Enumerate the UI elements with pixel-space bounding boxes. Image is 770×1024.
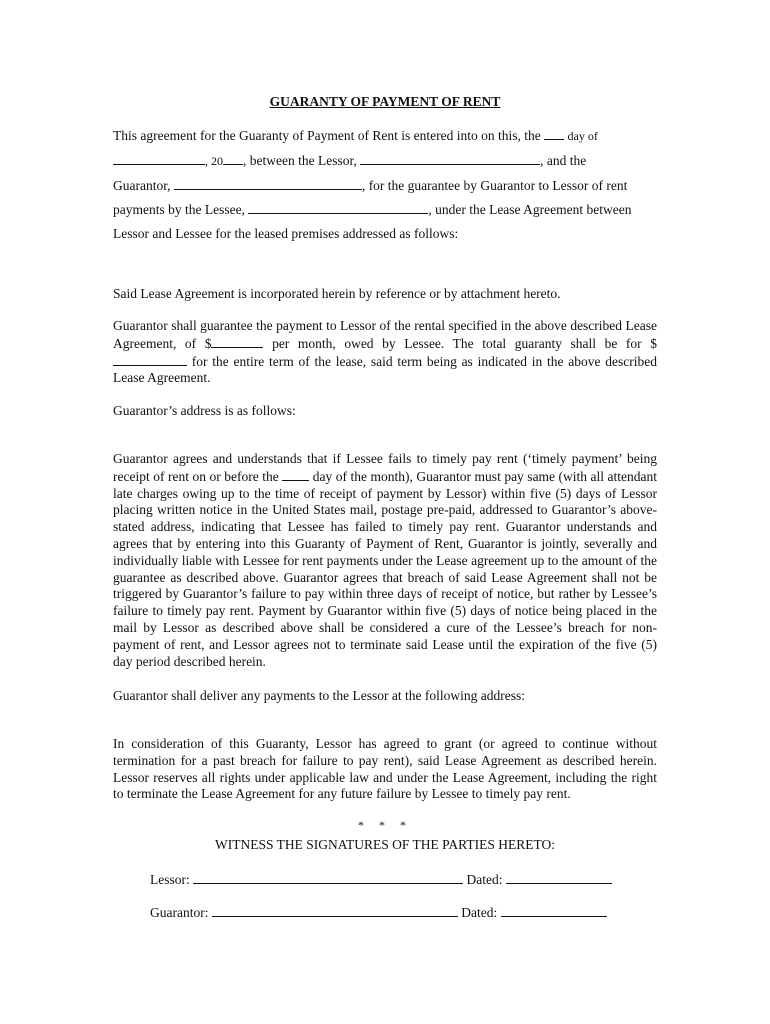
guarantor-address-label: Guarantor’s address is as follows: [113,403,296,418]
intro-line-1 [113,127,598,144]
guarantor-signature-row [150,904,607,921]
lessor-dated-label: Dated: [466,872,503,887]
guarantor-dated-label: Dated: [461,905,498,920]
guarantee-text-c: for the entire term of the lease, said term being as indicated in the above described Lease Agreement. [113,353,658,386]
document-title: GUARANTY OF PAYMENT OF RENT [269,94,501,109]
day-of-label: day of [567,129,598,143]
lessor-name-blank[interactable] [360,152,540,165]
witness-heading: WITNESS THE SIGNATURES OF THE PARTIES HERETO: [215,837,555,852]
lessor-signature-label: Lessor: [150,872,190,887]
lessee-label: payments by the Lessee, [113,202,245,217]
intro-line-4 [113,201,632,218]
guarantor-date-blank[interactable] [501,904,607,917]
guarantee-text: , for the guarantee by Guarantor to Lessor of rent [361,178,628,193]
total-amount-blank[interactable] [113,353,187,366]
deliver-paragraph: Guarantor shall deliver any payments to the Lessor at the following address: [113,688,526,703]
month-blank[interactable] [113,152,205,165]
and-the-text: , and the [540,153,587,168]
monthly-amount-blank[interactable] [211,335,263,348]
agrees-text-a: Guarantor agrees and understands that if Lessee fails to timely pay rent (‘timely payment’ being receipt of rent on or before the [113,451,657,484]
intro-text: This agreement for the Guaranty of Payment of Rent is entered into on this, the [113,128,541,143]
incorporated-paragraph: Said Lease Agreement is incorporated herein by reference or by attachment hereto. [113,286,561,301]
intro-line-5: Lessor and Lessee for the leased premises addressed as follows: [113,226,459,241]
day-blank[interactable] [544,127,564,140]
lessor-signature-blank[interactable] [193,871,463,884]
guarantee-text-a: Guarantor shall guarantee the payment to Lessor of the rental specified in the above described Lease Agreement, of $ [113,318,657,351]
year-prefix: , 20 [205,154,223,168]
guarantor-signature-blank[interactable] [212,904,458,917]
guarantor-label: Guarantor, [113,178,171,193]
section-stars: * * * [358,818,412,832]
guarantee-text-b: per month, owed by Lessee. The total guaranty shall be for $ [272,335,657,351]
guarantor-signature-label: Guarantor: [150,905,209,920]
agrees-paragraph [113,451,657,670]
due-day-blank[interactable] [282,468,309,481]
consideration-paragraph: In consideration of this Guaranty, Lessor has agreed to grant (or agreed to continue without termination for a past breach for failure to pay rent), said Lease Agreement as described herein. Lessor reserves all rights under applicable law and under the Lease Agreement, including the right to terminate the Lease Agreement for any future failure by Lessee to timely pay rent. [113,736,657,802]
between-lessor-text: , between the Lessor, [243,153,357,168]
intro-line-2 [113,152,586,169]
lease-agreement-text: , under the Lease Agreement between [428,202,632,217]
year-blank[interactable] [223,152,243,165]
lessee-name-blank[interactable] [248,201,428,214]
guarantor-name-blank[interactable] [174,177,362,190]
lessor-signature-row [150,871,612,888]
agrees-text-b: day of the month), Guarantor must pay same (with all attendant late charges owing up to the time of receipt of payment by Lessor) within five (5) days of Lessor placing written notice in the United States mail, postage pre-paid, addressed to Guarantor’s above-stated address, indicating that Lessee has failed to timely pay rent. Guarantor understands and agrees that by entering into this Guaranty of Payment of Rent, Guarantor is jointly, severally and individually liable with Lessee for rent payments under the Lease agreement up to the amount of the guarantee as described above. Guarantor agrees that breach of said Lease Agreement shall not be triggered by Guarantor’s failure to pay within three days of receipt of notice, but rather by Lessee’s failure to timely pay rent. Payment by Guarantor within five (5) days of notice being placed in the mail by Lessor as described above shall be considered a cure of the Lessee’s breach for non-payment of rent, and Lessor agrees not to terminate said Lease until the expiration of the five (5) day period described herein. [113,468,658,669]
guarantee-paragraph [113,318,657,387]
intro-line-3 [113,177,627,194]
lessor-date-blank[interactable] [506,871,612,884]
